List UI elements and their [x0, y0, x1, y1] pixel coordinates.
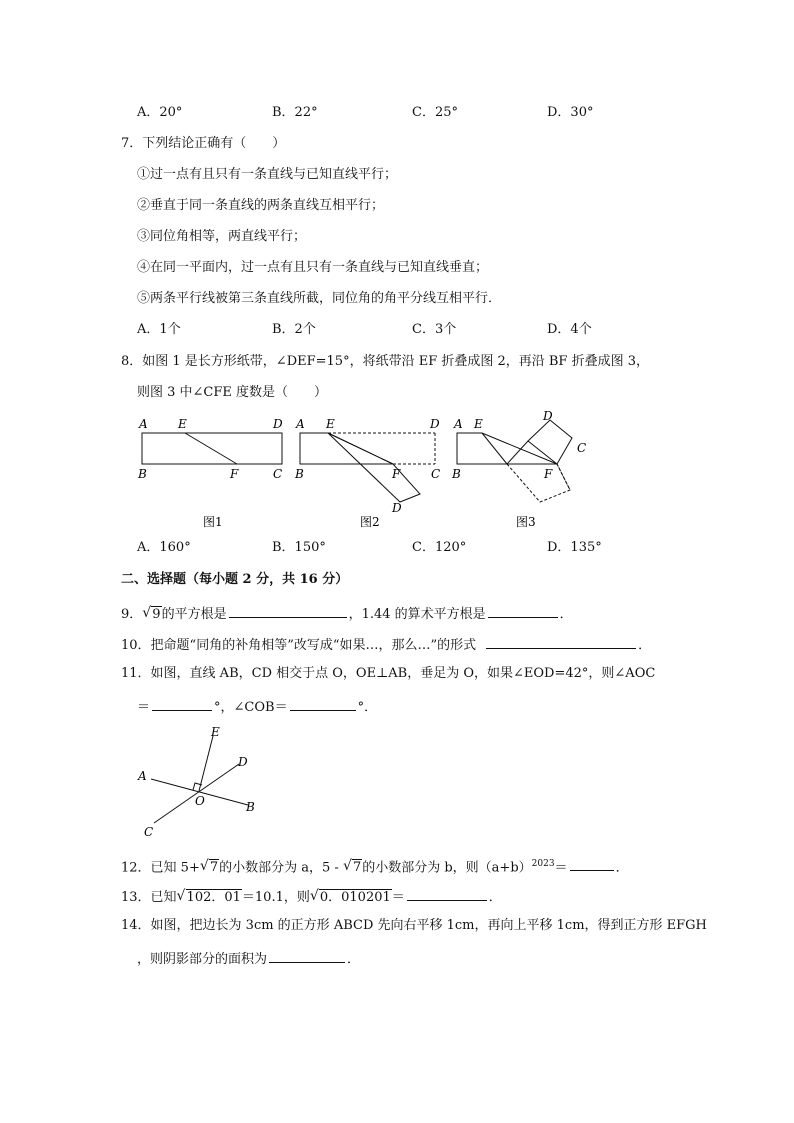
- q8-figure-3: [451, 410, 586, 529]
- fig1-label-d: D: [273, 417, 283, 431]
- fig2-label-d-bottom: D: [392, 501, 402, 515]
- q10-text: 10．把命题“同角的补角相等”改写成“如果…，那么…”的形式: [121, 638, 477, 653]
- q12-blank[interactable]: [570, 856, 614, 871]
- fig3-label-a: A: [454, 417, 463, 431]
- q9-text-a: 的平方根是: [161, 607, 227, 622]
- q12-exponent: 2023: [531, 859, 555, 869]
- q9-text-b: ，1.44 的算术平方根是: [348, 607, 486, 622]
- fig1-caption: 图1: [203, 515, 223, 529]
- q6-option-b: B．22°: [272, 105, 318, 120]
- fig2-label-b: B: [295, 467, 304, 481]
- q14-line1: 14．如图，把边长为 3cm 的正方形 ABCD 先向右平移 1cm，再向上平移 1cm，得到正方形 EFGH: [121, 918, 707, 933]
- q7-item-1: ①过一点有且只有一条直线与已知直线平行；: [137, 167, 398, 182]
- q11-line1: 11．如图，直线 AB，CD 相交于点 O，OE⊥AB，垂足为 O，如果∠EOD=42°，则∠AOC: [121, 666, 656, 681]
- fig3-label-b: B: [452, 467, 461, 481]
- fig2-caption: 图2: [360, 515, 380, 529]
- q7-stem: 7．下列结论正确有（ ）: [121, 136, 286, 151]
- section-2-heading: 二、选择题（每小题 2 分，共 16 分）: [121, 572, 349, 587]
- q14-blank[interactable]: [269, 948, 345, 963]
- q12-sqrt-1: √ 7: [199, 858, 219, 876]
- fig3-label-e: E: [474, 417, 483, 431]
- q13-sqrt-1: √ 102．01: [176, 888, 241, 905]
- q13-sqrt-2: √ 0．010201: [309, 888, 391, 905]
- q8-stem-line1: 8．如图 1 是长方形纸带，∠DEF=15°，将纸带沿 EF 折叠成图 2，再沿 BF 折叠成图 3，: [121, 354, 649, 369]
- q12-text-a: 12．已知 5+: [121, 860, 200, 876]
- q13-text-a: 13．已知: [121, 890, 177, 905]
- q12-text-c: 的小数部分为 b，则（a+b）: [362, 860, 532, 876]
- fig2-label-e: E: [326, 417, 335, 431]
- q12: [121, 855, 629, 877]
- q6-option-d: D．30°: [547, 105, 594, 120]
- q14-end: ．: [347, 952, 361, 967]
- q8-option-a: A．160°: [137, 540, 191, 555]
- q12-text-d: ＝: [554, 860, 568, 876]
- fig3-label-d: D: [543, 410, 553, 423]
- q6-option-a: A．20°: [137, 105, 183, 120]
- q11-line2: [137, 696, 377, 717]
- q12-sqrt-2: √ 7: [342, 858, 362, 876]
- q7-item-5: ⑤两条平行线被第三条直线所截，同位角的角平分线互相平行．: [137, 291, 502, 306]
- q7-item-2: ②垂直于同一条直线的两条直线互相平行；: [137, 198, 385, 213]
- q9-blank-1[interactable]: [229, 603, 347, 618]
- fig2-label-a: A: [296, 417, 305, 431]
- q7-option-b: B．2个: [272, 322, 316, 337]
- q13-text-b: ＝10.1，则: [241, 890, 310, 905]
- fig2-label-c: C: [431, 467, 441, 481]
- fig3-label-c: C: [577, 441, 587, 455]
- q6-option-c: C．25°: [412, 105, 458, 120]
- q13-blank[interactable]: [407, 886, 487, 901]
- fig1-label-c: C: [273, 467, 283, 481]
- q8-figure-1: [137, 417, 283, 529]
- q13: [121, 886, 502, 907]
- q11-text-c: °．: [357, 700, 378, 715]
- q11-label-c: C: [144, 825, 154, 839]
- q14-line2: [137, 948, 360, 969]
- q8-figure-2: [294, 417, 440, 529]
- q11-blank-2[interactable]: [290, 696, 356, 711]
- fig1-label-a: A: [139, 417, 148, 431]
- q11-label-d: D: [238, 755, 248, 769]
- q9-blank-2[interactable]: [488, 603, 558, 618]
- q13-end: ．: [488, 890, 502, 905]
- q9-end: ．: [559, 607, 573, 622]
- q11-label-b: B: [246, 800, 255, 814]
- fig1-label-b: B: [138, 467, 147, 481]
- q11-text-b: °，∠COB＝: [214, 700, 288, 715]
- q9-num: 9．: [121, 607, 143, 622]
- q8-option-d: D．135°: [547, 540, 602, 555]
- q14-text: ，则阴影部分的面积为: [137, 952, 268, 967]
- q7-item-3: ③同位角相等，两直线平行；: [137, 229, 307, 244]
- q11-figure: [135, 722, 275, 844]
- q11-label-o: O: [195, 794, 205, 808]
- q13-text-c: ＝: [391, 890, 405, 905]
- q11-label-a: A: [138, 769, 147, 783]
- q12-text-b: 的小数部分为 a，5 -: [219, 860, 343, 876]
- fig2-label-d-top: D: [430, 417, 440, 431]
- q10: [121, 634, 651, 655]
- q8-stem-line2: 则图 3 中∠CFE 度数是（ ）: [137, 385, 328, 400]
- q8-figures: [130, 410, 600, 535]
- fig2-label-f: F: [392, 467, 401, 481]
- q7-option-d: D．4个: [547, 322, 592, 337]
- q7-item-4: ④在同一平面内，过一点有且只有一条直线与已知直线垂直；: [137, 260, 489, 275]
- q11-text-a: ＝: [137, 700, 151, 715]
- fig1-label-f: F: [230, 467, 239, 481]
- q11-blank-1[interactable]: [152, 696, 212, 711]
- q11-label-e: E: [211, 725, 220, 739]
- q10-end: ．: [638, 638, 652, 653]
- q9-sqrt: √ 9: [142, 605, 161, 622]
- q8-option-c: C．120°: [412, 540, 467, 555]
- fig3-caption: 图3: [516, 515, 536, 529]
- q10-blank[interactable]: [486, 634, 636, 649]
- q8-option-b: B．150°: [272, 540, 326, 555]
- q7-option-c: C．3个: [412, 322, 457, 337]
- q9: [121, 603, 573, 624]
- fig3-label-f: F: [544, 467, 553, 481]
- fig1-label-e: E: [178, 417, 187, 431]
- q12-end: ．: [615, 860, 629, 876]
- q7-option-a: A．1个: [137, 322, 181, 337]
